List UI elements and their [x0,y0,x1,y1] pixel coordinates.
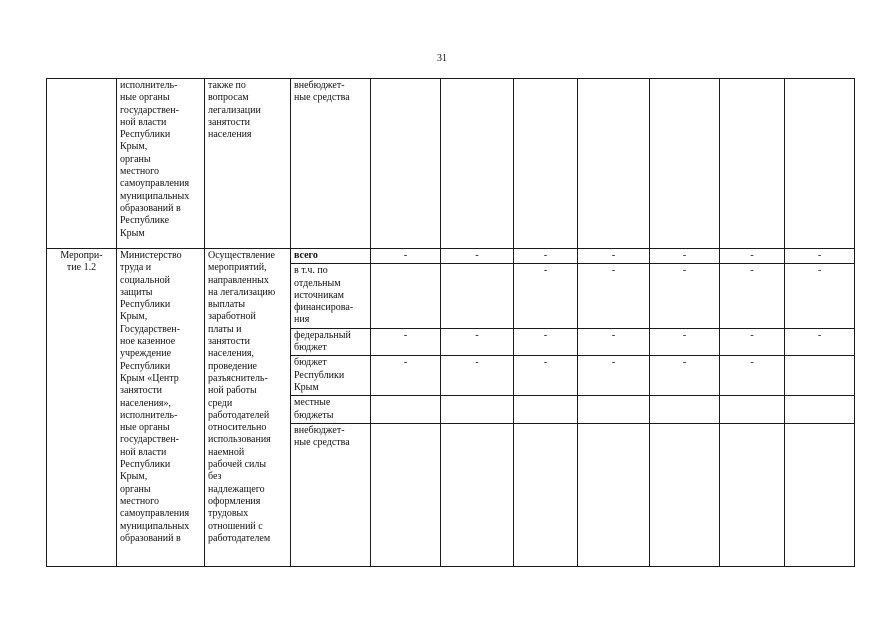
funding-source-cell [291,264,371,328]
funding-source-cell [291,79,371,249]
text-line: всего [294,250,318,261]
funding-source-label [294,250,367,262]
text-line: заработной [208,311,256,323]
text-line: внебюджет- [294,80,345,91]
text-line: федеральный [294,329,351,341]
text-line: тие 1.2 [66,262,97,274]
value-cell: - [785,249,855,264]
text-line: рабочей силы [208,459,267,471]
value-cell: - [720,356,785,396]
text-line: также по [208,80,246,91]
funding-source-label [294,397,367,422]
text-line: вопросам [208,92,249,104]
text-line: бюджет [294,357,327,369]
text-line: легализации [208,104,261,116]
text-line: оформления [208,495,261,507]
value-cell: - [650,264,720,328]
text-line: самоуправления [120,178,190,190]
text-line: бюджеты [294,409,334,421]
text-line: ные средства [294,92,350,104]
text-line: Республике [120,215,170,227]
funding-source-cell [291,249,371,264]
text-line: муниципальных [120,190,190,202]
text-line: Крым [294,381,319,393]
event-name-cell [47,79,117,249]
executors-text [120,250,201,545]
text-line: местные [294,397,331,409]
value-cell: - [441,356,514,396]
text-line: Республики [120,360,171,372]
value-cell: - [785,328,855,356]
text-line: ния [294,314,310,326]
value-cell: - [371,328,441,356]
funding-source-cell [291,396,371,424]
value-cell: - [514,356,578,396]
page-number: 31 [437,53,447,64]
text-line: среди [208,397,233,409]
value-cell [650,79,720,249]
text-line: государствен- [120,434,179,446]
value-cell [441,423,514,566]
value-cell [720,79,785,249]
text-line: занятости [208,336,250,348]
funding-source-cell [291,356,371,396]
event-name [50,250,113,275]
value-cell [720,423,785,566]
text-line: ной власти [120,116,167,128]
text-line: органы [120,153,151,165]
value-cell: - [650,328,720,356]
value-cell [441,396,514,424]
description-text [208,80,287,141]
value-cell [785,79,855,249]
text-line: внебюджет- [294,424,345,436]
text-line: относительно [208,422,267,434]
text-line: Меропри- [60,250,103,261]
text-line: населения, [208,348,255,360]
text-line: самоуправления [120,508,190,520]
text-line: Республики [120,459,171,471]
value-cell [441,79,514,249]
event-1-2-row [47,249,855,264]
text-line: ные органы [120,422,170,434]
value-cell: - [371,356,441,396]
value-cell: - [578,264,650,328]
continuation-row [47,79,855,249]
funding-source-cell [291,328,371,356]
text-line: Крым [120,227,145,239]
text-line: учреждение [120,348,172,360]
text-line: отдельным [294,277,341,289]
executors-cell [117,79,205,249]
funding-source-label [294,330,367,355]
value-cell [371,79,441,249]
text-line: использования [208,434,271,446]
text-line: государствен- [120,104,179,116]
value-cell [514,79,578,249]
text-line: социальной [120,274,170,286]
text-line: органы [120,483,151,495]
value-cell: - [720,328,785,356]
value-cell: - [650,356,720,396]
text-line: исполнитель- [120,409,178,421]
value-cell: - [514,328,578,356]
text-line: проведение [208,360,257,372]
text-line: занятости [120,385,162,397]
text-line: исполнитель- [120,80,178,91]
value-cell: - [650,249,720,264]
value-cell [785,356,855,396]
text-line: местного [120,166,160,178]
value-cell: - [720,264,785,328]
text-line: образований в [120,202,181,214]
value-cell [650,423,720,566]
text-line: ные средства [294,437,350,449]
text-line: Республики [120,299,171,311]
value-cell: - [514,249,578,264]
text-line: отношений с [208,520,263,532]
text-line: занятости [208,116,250,128]
text-line: населения [208,129,252,141]
text-line: ной работы [208,385,257,397]
text-line: финансирова- [294,302,354,314]
executors-text [120,80,201,240]
text-line: источникам [294,289,344,301]
text-line: Крым «Центр [120,372,179,384]
value-cell: - [578,249,650,264]
text-line: Крым, [120,141,148,153]
text-line: выплаты [208,299,246,311]
text-line: в т.ч. по [294,265,328,277]
text-line: надлежащего [208,483,265,495]
text-line: наемной [208,446,245,458]
value-cell [650,396,720,424]
text-line: бюджет [294,342,327,354]
text-line: образований в [120,532,181,544]
value-cell [441,264,514,328]
text-line: Республики [120,129,171,141]
funding-source-label [294,80,367,105]
value-cell: - [371,249,441,264]
text-line: без [208,471,222,483]
program-financing-table [46,78,855,567]
text-line: работодателем [208,532,271,544]
text-line: платы и [208,323,242,335]
value-cell [371,423,441,566]
value-cell [785,423,855,566]
text-line: защиты [120,286,153,298]
funding-source-label [294,357,367,394]
text-line: ной власти [120,446,167,458]
value-cell: - [785,264,855,328]
description-cell [205,249,291,567]
description-cell [205,79,291,249]
text-line: населения», [120,397,172,409]
value-cell [785,396,855,424]
value-cell [578,396,650,424]
value-cell [371,264,441,328]
value-cell: - [578,356,650,396]
text-line: на легализацию [208,286,276,298]
text-line: труда и [120,262,152,274]
value-cell: - [720,249,785,264]
text-line: Крым, [120,471,148,483]
text-line: ные органы [120,92,170,104]
value-cell [371,396,441,424]
value-cell: - [441,328,514,356]
value-cell [720,396,785,424]
value-cell: - [514,264,578,328]
text-line: направленных [208,274,269,286]
text-line: работодателей [208,409,270,421]
funding-source-label [294,425,367,450]
text-line: Осуществление [208,250,275,261]
text-line: ное казенное [120,336,176,348]
value-cell: - [441,249,514,264]
text-line: Государствен- [120,323,180,335]
value-cell [514,423,578,566]
value-cell [514,396,578,424]
text-line: трудовых [208,508,249,520]
executors-cell [117,249,205,567]
value-cell [578,423,650,566]
text-line: местного [120,495,160,507]
event-name-cell [47,249,117,567]
funding-source-cell [291,423,371,566]
funding-source-label [294,265,367,326]
text-line: Министерство [120,250,182,261]
text-line: разъяснитель- [208,372,268,384]
text-line: мероприятий, [208,262,267,274]
text-line: Крым, [120,311,148,323]
value-cell: - [578,328,650,356]
description-text [208,250,287,545]
text-line: муниципальных [120,520,190,532]
value-cell [578,79,650,249]
text-line: Республики [294,369,345,381]
